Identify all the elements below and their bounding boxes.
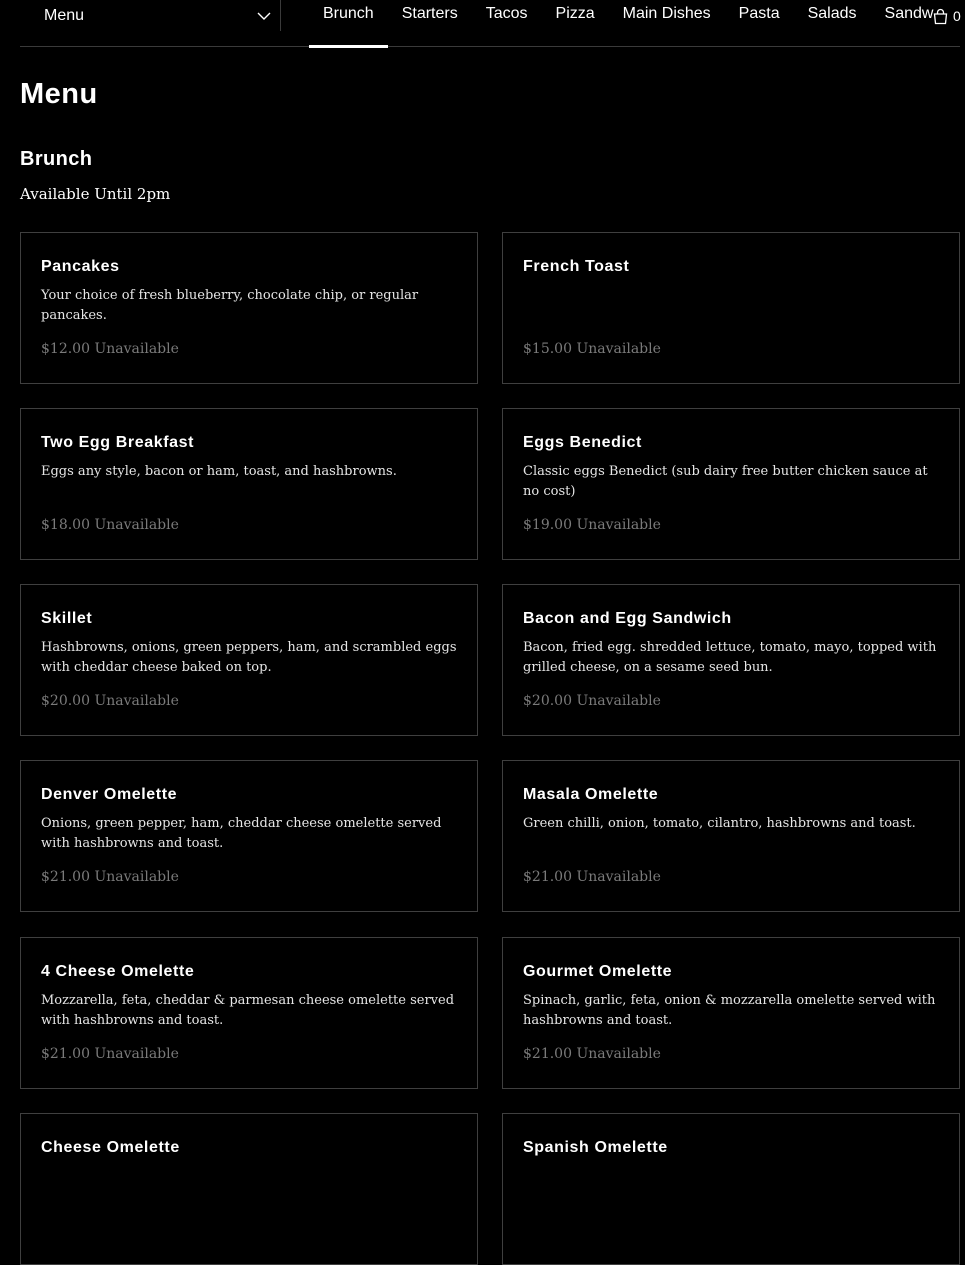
menu-item-card[interactable] — [502, 232, 960, 384]
item-description: Onions, green pepper, ham, cheddar cheese omelette served with hashbrowns and toast. — [41, 816, 442, 851]
item-description — [523, 286, 939, 326]
item-price: $12.00 — [41, 341, 90, 357]
tab-main-dishes[interactable]: Main Dishes — [622, 5, 711, 22]
menu-item-card[interactable] — [502, 584, 960, 736]
item-price-row — [41, 869, 179, 885]
item-name: Two Egg Breakfast — [41, 434, 195, 451]
item-price-row — [523, 1046, 661, 1062]
item-price: $19.00 — [523, 517, 572, 533]
item-price-row — [41, 341, 179, 357]
item-status: Unavailable — [576, 693, 661, 709]
item-status: Unavailable — [576, 517, 661, 533]
item-name: French Toast — [523, 258, 630, 275]
tab-pasta[interactable]: Pasta — [738, 5, 780, 22]
item-price-row — [523, 869, 661, 885]
item-name: Gourmet Omelette — [523, 963, 673, 980]
item-status: Unavailable — [576, 869, 661, 885]
cart-count: 0 — [953, 8, 961, 24]
item-description: Green chilli, onion, tomato, cilantro, hashbrowns and toast. — [523, 816, 916, 831]
menu-item-card[interactable] — [502, 937, 960, 1089]
item-description: Bacon, fried egg. shredded lettuce, tomato, mayo, topped with grilled cheese, on a sesame seed bun. — [523, 640, 937, 675]
item-price: $21.00 — [41, 1046, 90, 1062]
tab-pizza[interactable]: Pizza — [555, 5, 595, 22]
item-description: Eggs any style, bacon or ham, toast, and hashbrowns. — [41, 464, 397, 479]
item-name: Bacon and Egg Sandwich — [523, 610, 732, 627]
item-price-row — [41, 517, 179, 533]
item-price: $21.00 — [523, 869, 572, 885]
item-name: Pancakes — [41, 258, 120, 275]
item-description: Spinach, garlic, feta, onion & mozzarella omelette served with hashbrowns and toast. — [523, 993, 936, 1028]
tab-sandwiches[interactable]: Sandw — [884, 5, 934, 22]
item-name: Spanish Omelette — [523, 1139, 668, 1156]
chevron-down-icon — [256, 8, 272, 24]
item-status: Unavailable — [94, 517, 179, 533]
item-price: $21.00 — [41, 869, 90, 885]
menu-item-card[interactable] — [20, 760, 478, 912]
item-status: Unavailable — [576, 341, 661, 357]
item-price: $20.00 — [41, 693, 90, 709]
nav-divider — [280, 0, 281, 31]
menu-item-card[interactable] — [20, 1113, 478, 1265]
top-navigation — [20, 0, 960, 47]
menu-item-card[interactable] — [20, 937, 478, 1089]
item-name: Denver Omelette — [41, 786, 178, 803]
item-name: Skillet — [41, 610, 93, 627]
item-price: $15.00 — [523, 341, 572, 357]
page-title: Menu — [20, 78, 98, 110]
category-tabs — [309, 0, 934, 47]
tab-starters[interactable]: Starters — [401, 5, 458, 22]
item-price-row — [41, 1046, 179, 1062]
tab-tacos[interactable]: Tacos — [485, 5, 528, 22]
menu-item-card[interactable] — [502, 760, 960, 912]
menu-item-card[interactable] — [20, 584, 478, 736]
item-price: $21.00 — [523, 1046, 572, 1062]
item-price-row — [523, 517, 661, 533]
menu-dropdown[interactable] — [20, 0, 280, 31]
item-description: Hashbrowns, onions, green peppers, ham, and scrambled eggs with cheddar cheese baked on top. — [41, 640, 457, 675]
item-price-row — [523, 693, 661, 709]
cart-button[interactable] — [932, 5, 961, 27]
item-name: Masala Omelette — [523, 786, 659, 803]
section-availability: Available Until 2pm — [20, 185, 171, 203]
item-description: Your choice of fresh blueberry, chocolate chip, or regular pancakes. — [41, 288, 419, 323]
item-name: 4 Cheese Omelette — [41, 963, 195, 980]
tab-salads[interactable]: Salads — [807, 5, 857, 22]
item-status: Unavailable — [94, 1046, 179, 1062]
section-title: Brunch — [20, 148, 93, 170]
item-description: Classic eggs Benedict (sub dairy free butter chicken sauce at no cost) — [523, 464, 928, 499]
item-price: $18.00 — [41, 517, 90, 533]
item-status: Unavailable — [576, 1046, 661, 1062]
menu-item-card[interactable] — [20, 408, 478, 560]
item-price-row — [523, 341, 661, 357]
menu-item-card[interactable] — [502, 1113, 960, 1265]
item-price-row — [41, 693, 179, 709]
item-status: Unavailable — [94, 869, 179, 885]
menu-item-card[interactable] — [502, 408, 960, 560]
item-price: $20.00 — [523, 693, 572, 709]
menu-dropdown-label: Menu — [44, 6, 85, 24]
shopping-bag-icon — [932, 8, 949, 25]
item-name: Eggs Benedict — [523, 434, 642, 451]
item-status: Unavailable — [94, 693, 179, 709]
item-status: Unavailable — [94, 341, 179, 357]
menu-item-card[interactable] — [20, 232, 478, 384]
tab-brunch[interactable]: Brunch — [309, 0, 388, 47]
item-description: Mozzarella, feta, cheddar & parmesan cheese omelette served with hashbrowns and toast. — [41, 993, 455, 1028]
item-name: Cheese Omelette — [41, 1139, 180, 1156]
